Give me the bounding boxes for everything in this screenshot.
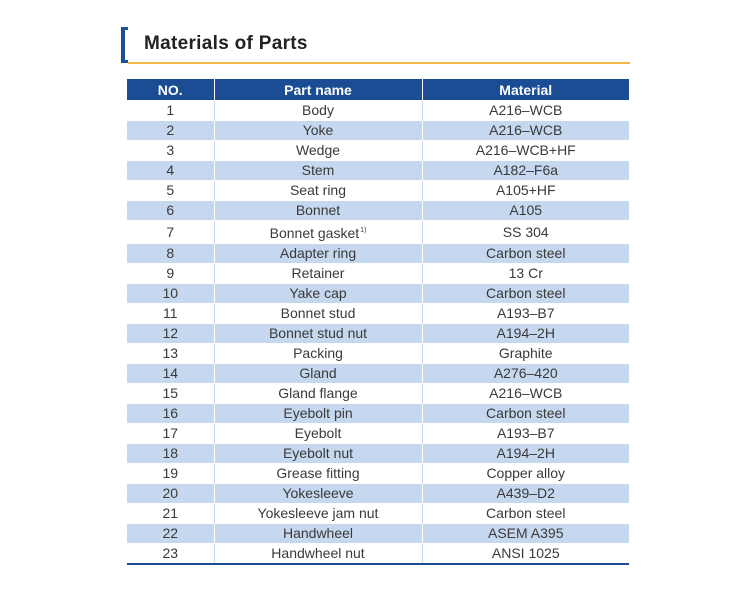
cell-material (422, 404, 629, 424)
cell-material-text: A216–WCB (489, 102, 563, 118)
cell-no (127, 244, 214, 264)
cell-no (127, 364, 214, 384)
cell-part-name (214, 524, 422, 544)
page-title: Materials of Parts (144, 33, 308, 54)
cell-no-text: 5 (166, 182, 175, 198)
table-row (127, 181, 629, 201)
cell-no-text: 22 (162, 525, 179, 541)
cell-part-name-text: Yoke (302, 122, 334, 138)
cell-material-text: SS 304 (502, 223, 549, 240)
cell-material (422, 141, 629, 161)
cell-no (127, 344, 214, 364)
cell-part-name-text: Eyebolt nut (282, 445, 354, 461)
cell-no (127, 384, 214, 404)
cell-no-text: 11 (162, 305, 178, 321)
cell-material-text: A194–2H (496, 445, 555, 461)
cell-no-text: 8 (166, 245, 175, 261)
cell-no (127, 304, 214, 324)
cell-material (422, 384, 629, 404)
cell-no (127, 324, 214, 344)
cell-material (422, 244, 629, 264)
cell-no-text: 23 (162, 545, 179, 561)
cell-material (422, 344, 629, 364)
cell-part-name (214, 324, 422, 344)
cell-part-name-text: Eyebolt (294, 425, 342, 441)
cell-material (422, 284, 629, 304)
cell-material (422, 464, 629, 484)
table-row (127, 284, 629, 304)
cell-no (127, 444, 214, 464)
cell-no-text: 15 (162, 385, 179, 401)
cell-no (127, 524, 214, 544)
cell-material-text: Carbon steel (486, 505, 566, 521)
cell-no-text: 18 (162, 445, 179, 461)
table-row (127, 524, 629, 544)
cell-part-name (214, 424, 422, 444)
cell-material (422, 424, 629, 444)
cell-part-name-text: Handwheel nut (271, 545, 365, 561)
table-row (127, 464, 629, 484)
cell-part-name (214, 404, 422, 424)
cell-no-text: 17 (162, 425, 179, 441)
cell-part-name-text: Yake cap (289, 285, 347, 301)
cell-no (127, 484, 214, 504)
cell-no (127, 284, 214, 304)
cell-part-name-text: Yokesleeve jam nut (257, 505, 379, 521)
cell-part-name-text: Retainer (291, 265, 345, 281)
cell-material (422, 201, 629, 221)
cell-part-name (214, 201, 422, 221)
cell-no-text: 2 (166, 122, 175, 138)
cell-part-name (214, 304, 422, 324)
cell-material (422, 444, 629, 464)
cell-no-text: 7 (166, 223, 175, 240)
cell-no-text: 1 (166, 102, 175, 118)
materials-table (127, 79, 629, 565)
title-bracket (121, 27, 125, 63)
cell-part-name-text: Handwheel (282, 525, 354, 541)
cell-part-name (214, 101, 422, 121)
cell-material-text: A216–WCB (489, 385, 563, 401)
table-row (127, 324, 629, 344)
cell-no (127, 121, 214, 141)
cell-no-text: 20 (162, 485, 179, 501)
table-row (127, 504, 629, 524)
table-row (127, 141, 629, 161)
cell-material-text: A182–F6a (493, 162, 559, 178)
table-header-row (127, 79, 629, 101)
cell-no-text: 6 (166, 202, 175, 218)
cell-part-name-text: Grease fitting (276, 465, 360, 481)
cell-part-name (214, 544, 422, 565)
cell-material-text: A439–D2 (496, 485, 555, 501)
cell-material-text: Graphite (498, 345, 553, 361)
cell-part-name-text: Adapter ring (279, 245, 357, 261)
table-row (127, 384, 629, 404)
cell-material (422, 544, 629, 565)
cell-material-text: Carbon steel (486, 245, 566, 261)
cell-no-text: 21 (162, 505, 179, 521)
cell-part-name (214, 444, 422, 464)
cell-no (127, 404, 214, 424)
cell-no-text: 9 (166, 265, 175, 281)
cell-part-name (214, 284, 422, 304)
table-row (127, 444, 629, 464)
cell-material-text: A105 (509, 202, 543, 218)
table-body (127, 101, 629, 565)
cell-material (422, 161, 629, 181)
cell-part-name (214, 121, 422, 141)
cell-part-name-text: Gland flange (278, 385, 358, 401)
cell-material (422, 484, 629, 504)
cell-material-text: Carbon steel (486, 285, 566, 301)
cell-part-name (214, 161, 422, 181)
table-row (127, 544, 629, 565)
cell-part-name-text: Body (302, 102, 334, 118)
cell-material (422, 181, 629, 201)
cell-part-name-text: Stem (301, 162, 335, 178)
footnote-marker: 1) (360, 227, 367, 234)
cell-material-text: A105+HF (495, 182, 556, 198)
cell-part-name-text: Eyebolt pin (283, 405, 353, 421)
cell-no (127, 424, 214, 444)
header-no: NO. (127, 79, 214, 101)
cell-material (422, 221, 629, 244)
cell-part-name (214, 344, 422, 364)
cell-no-text: 4 (166, 162, 175, 178)
cell-part-name (214, 221, 422, 244)
cell-part-name (214, 504, 422, 524)
cell-part-name (214, 141, 422, 161)
table-row (127, 221, 629, 244)
cell-material-text: A194–2H (496, 325, 555, 341)
table-row (127, 161, 629, 181)
cell-material (422, 304, 629, 324)
cell-material-text: A216–WCB (489, 122, 563, 138)
table-row (127, 404, 629, 424)
cell-no-text: 3 (166, 142, 175, 158)
cell-material-text: Copper alloy (486, 465, 566, 481)
cell-material (422, 504, 629, 524)
cell-part-name-text: Bonnet stud nut (268, 325, 368, 341)
header-part-name: Part name (214, 79, 422, 101)
cell-no-text: 10 (162, 285, 179, 301)
cell-material-text: 13 Cr (508, 265, 543, 281)
table-row (127, 484, 629, 504)
cell-no-text: 19 (162, 465, 179, 481)
cell-no (127, 504, 214, 524)
cell-part-name (214, 181, 422, 201)
cell-no (127, 141, 214, 161)
table-row (127, 121, 629, 141)
cell-no (127, 101, 214, 121)
cell-material (422, 524, 629, 544)
cell-part-name-text: Bonnet stud (280, 305, 356, 321)
header-material: Material (422, 79, 629, 101)
cell-material-text: A193–B7 (496, 305, 555, 321)
cell-part-name (214, 384, 422, 404)
cell-part-name (214, 264, 422, 284)
title-underline (128, 62, 630, 64)
cell-no (127, 161, 214, 181)
cell-material-text: Carbon steel (486, 405, 566, 421)
cell-material (422, 324, 629, 344)
cell-material-text: ASEM A395 (488, 525, 564, 541)
table-row (127, 264, 629, 284)
cell-part-name-text: Seat ring (289, 182, 347, 198)
table-row (127, 364, 629, 384)
table-row (127, 101, 629, 121)
cell-material (422, 101, 629, 121)
table-row (127, 424, 629, 444)
cell-no (127, 264, 214, 284)
table-row (127, 201, 629, 221)
cell-part-name (214, 364, 422, 384)
cell-no-text: 14 (162, 365, 179, 381)
cell-no (127, 181, 214, 201)
cell-material-text: A216–WCB+HF (475, 142, 576, 158)
cell-part-name-text: Bonnet gasket (269, 225, 360, 241)
table-row (127, 244, 629, 264)
cell-material (422, 121, 629, 141)
cell-material (422, 264, 629, 284)
cell-material-text: A276–420 (493, 365, 558, 381)
cell-part-name-text: Gland (299, 365, 337, 381)
cell-part-name (214, 244, 422, 264)
cell-material-text: A193–B7 (496, 425, 555, 441)
cell-part-name (214, 484, 422, 504)
cell-part-name-text: Packing (293, 345, 343, 361)
cell-part-name-text: Bonnet (295, 202, 341, 218)
cell-part-name-text: Yokesleeve (282, 485, 354, 501)
cell-part-name-text: Wedge (295, 142, 341, 158)
cell-no-text: 12 (162, 325, 179, 341)
cell-no (127, 221, 214, 244)
table-row (127, 344, 629, 364)
cell-no-text: 13 (162, 345, 179, 361)
cell-no-text: 16 (162, 405, 179, 421)
cell-material (422, 364, 629, 384)
cell-no (127, 544, 214, 565)
cell-part-name (214, 464, 422, 484)
cell-material-text: ANSI 1025 (491, 545, 560, 561)
table-row (127, 304, 629, 324)
cell-no (127, 464, 214, 484)
cell-no (127, 201, 214, 221)
